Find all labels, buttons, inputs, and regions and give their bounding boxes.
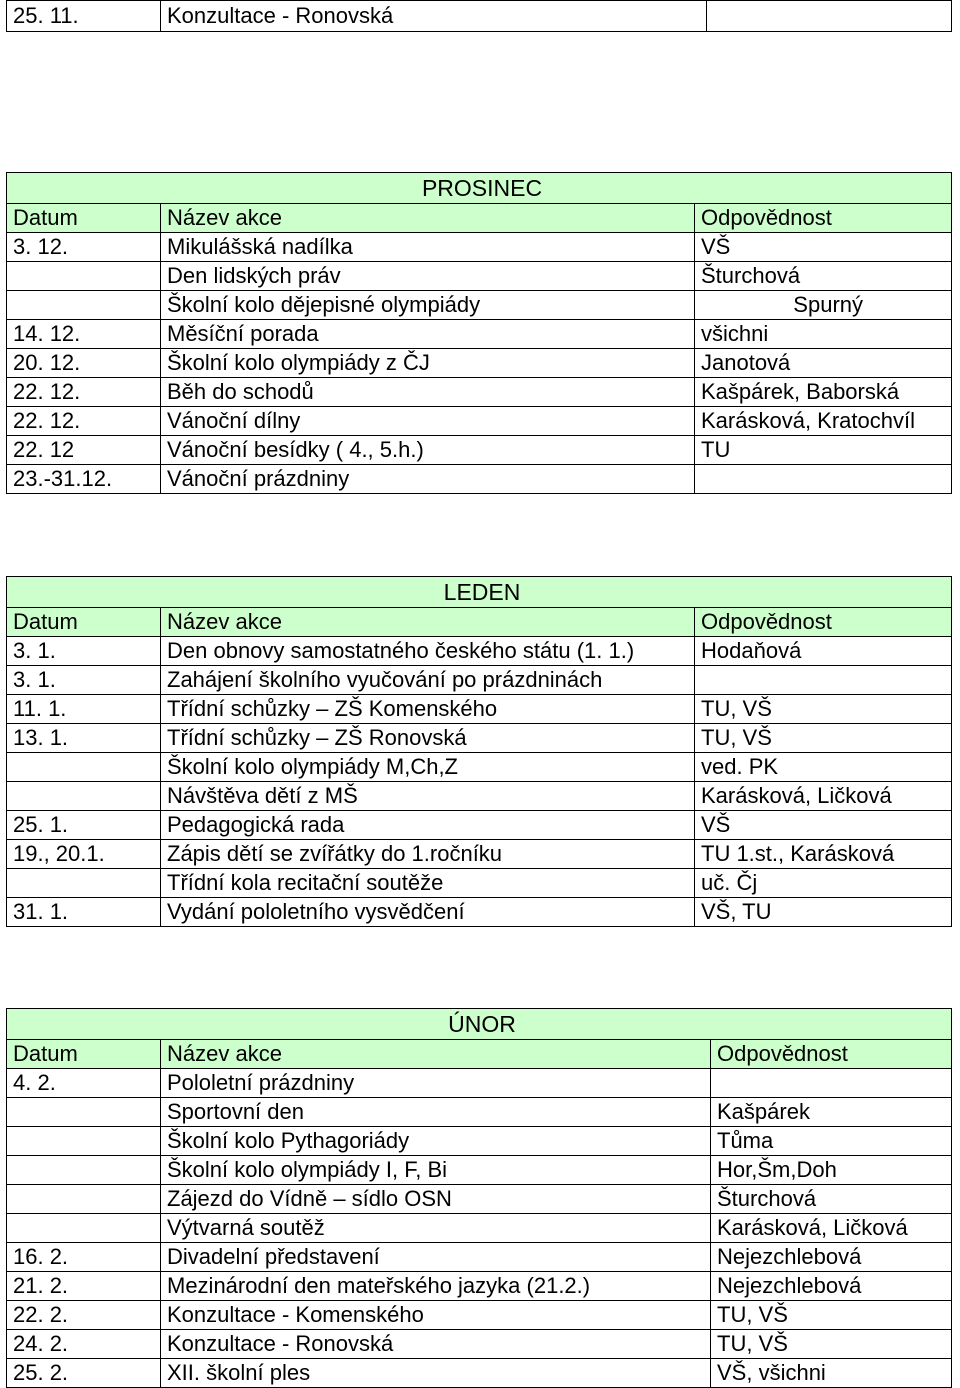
cell-nazev: Vánoční dílny: [161, 407, 695, 436]
header-datum: Datum: [7, 1040, 161, 1069]
cell-odpovednost: VŠ: [695, 233, 952, 262]
cell-datum: 25. 2.: [7, 1359, 161, 1388]
table-row: [7, 666, 952, 695]
table-row: [7, 637, 952, 666]
cell-datum: 20. 12.: [7, 349, 161, 378]
header-nazev: Název akce: [161, 1040, 711, 1069]
cell-nazev: Měsíční porada: [161, 320, 695, 349]
cell-nazev: Zájezd do Vídně – sídlo OSN: [161, 1185, 711, 1214]
cell-odpovednost: všichni: [695, 320, 952, 349]
cell-datum: 25. 1.: [7, 811, 161, 840]
cell-datum: 11. 1.: [7, 695, 161, 724]
cell-nazev: Konzultace - Komenského: [161, 1301, 711, 1330]
cell-odpovednost: TU, VŠ: [711, 1301, 952, 1330]
table-row: [7, 753, 952, 782]
cell-datum: 25. 11.: [7, 1, 161, 32]
cell-datum: 19., 20.1.: [7, 840, 161, 869]
cell-datum: 3. 1.: [7, 637, 161, 666]
cell-datum: [7, 1098, 161, 1127]
cell-nazev: Třídní kola recitační soutěže: [161, 869, 695, 898]
table-row: [7, 436, 952, 465]
cell-nazev: Školní kolo dějepisné olympiády: [161, 291, 695, 320]
table-row: [7, 1214, 952, 1243]
cell-nazev: Školní kolo olympiády M,Ch,Z: [161, 753, 695, 782]
header-row: [7, 204, 952, 233]
cell-nazev: Zápis dětí se zvířátky do 1.ročníku: [161, 840, 695, 869]
table-row: [7, 1156, 952, 1185]
cell-datum: 4. 2.: [7, 1069, 161, 1098]
table-row: [7, 1127, 952, 1156]
cell-odpovednost: Nejezchlebová: [711, 1243, 952, 1272]
table-row: [7, 1, 952, 32]
cell-nazev: Třídní schůzky – ZŠ Ronovská: [161, 724, 695, 753]
header-odpovednost: Odpovědnost: [711, 1040, 952, 1069]
table-row: [7, 1069, 952, 1098]
table-row: [7, 782, 952, 811]
cell-datum: 3. 1.: [7, 666, 161, 695]
cell-odpovednost: Nejezchlebová: [711, 1272, 952, 1301]
cell-nazev: Pololetní prázdniny: [161, 1069, 711, 1098]
cell-odpovednost: Spurný: [695, 291, 952, 320]
cell-odpovednost: VŠ, TU: [695, 898, 952, 927]
top-table: [6, 0, 952, 32]
cell-nazev: Návštěva dětí z MŠ: [161, 782, 695, 811]
table-row: [7, 1359, 952, 1388]
cell-datum: 14. 12.: [7, 320, 161, 349]
cell-odpovednost: Šturchová: [695, 262, 952, 291]
cell-datum: [7, 1127, 161, 1156]
cell-nazev: Divadelní představení: [161, 1243, 711, 1272]
cell-odpovednost: [695, 666, 952, 695]
table-row: [7, 378, 952, 407]
cell-datum: [7, 782, 161, 811]
cell-nazev: Sportovní den: [161, 1098, 711, 1127]
cell-datum: 22. 12: [7, 436, 161, 465]
header-row: [7, 1040, 952, 1069]
cell-datum: 3. 12.: [7, 233, 161, 262]
cell-datum: [7, 869, 161, 898]
cell-odpovednost: uč. Čj: [695, 869, 952, 898]
cell-nazev: Pedagogická rada: [161, 811, 695, 840]
table-row: [7, 465, 952, 494]
cell-nazev: Vánoční prázdniny: [161, 465, 695, 494]
header-datum: Datum: [7, 204, 161, 233]
table-row: [7, 291, 952, 320]
cell-odpovednost: Hor,Šm,Doh: [711, 1156, 952, 1185]
month-title-row: [7, 173, 952, 204]
cell-odpovednost: Hodaňová: [695, 637, 952, 666]
table-row: [7, 1301, 952, 1330]
table-row: [7, 349, 952, 378]
table-row: [7, 262, 952, 291]
cell-nazev: Den obnovy samostatného českého státu (1. 1.): [161, 637, 695, 666]
cell-odpovednost: Karásková, Ličková: [711, 1214, 952, 1243]
cell-nazev: Mezinárodní den mateřského jazyka (21.2.): [161, 1272, 711, 1301]
cell-odpovednost: Kašpárek: [711, 1098, 952, 1127]
cell-datum: [7, 1185, 161, 1214]
table-row: [7, 695, 952, 724]
cell-odpovednost: VŠ, všichni: [711, 1359, 952, 1388]
month-title: LEDEN: [7, 577, 952, 608]
header-odpovednost: Odpovědnost: [695, 204, 952, 233]
cell-datum: 22. 12.: [7, 378, 161, 407]
month-title: PROSINEC: [7, 173, 952, 204]
header-row: [7, 608, 952, 637]
table-row: [7, 869, 952, 898]
cell-odpovednost: TU 1.st., Karásková: [695, 840, 952, 869]
cell-datum: [7, 1156, 161, 1185]
cell-odpovednost: Karásková, Ličková: [695, 782, 952, 811]
month-title-row: [7, 1009, 952, 1040]
header-nazev: Název akce: [161, 204, 695, 233]
cell-odpovednost: [695, 465, 952, 494]
cell-nazev: Třídní schůzky – ZŠ Komenského: [161, 695, 695, 724]
unor-table: [6, 1008, 952, 1388]
cell-odpovednost: Janotová: [695, 349, 952, 378]
cell-datum: 23.-31.12.: [7, 465, 161, 494]
leden-table: [6, 576, 952, 927]
cell-odpovednost: Šturchová: [711, 1185, 952, 1214]
month-title-row: [7, 577, 952, 608]
cell-nazev: Konzultace - Ronovská: [161, 1, 707, 32]
cell-datum: 22. 2.: [7, 1301, 161, 1330]
cell-nazev: Výtvarná soutěž: [161, 1214, 711, 1243]
cell-odpovednost: TU, VŠ: [711, 1330, 952, 1359]
cell-datum: 31. 1.: [7, 898, 161, 927]
cell-datum: 16. 2.: [7, 1243, 161, 1272]
table-row: [7, 724, 952, 753]
table-row: [7, 1272, 952, 1301]
table-row: [7, 233, 952, 262]
cell-nazev: Den lidských práv: [161, 262, 695, 291]
cell-nazev: Vydání pololetního vysvědčení: [161, 898, 695, 927]
table-row: [7, 1098, 952, 1127]
table-row: [7, 1243, 952, 1272]
cell-odpovednost: Kašpárek, Baborská: [695, 378, 952, 407]
cell-nazev: Běh do schodů: [161, 378, 695, 407]
cell-nazev: Vánoční besídky ( 4., 5.h.): [161, 436, 695, 465]
cell-datum: [7, 262, 161, 291]
cell-datum: 24. 2.: [7, 1330, 161, 1359]
cell-datum: [7, 753, 161, 782]
table-row: [7, 1330, 952, 1359]
table-row: [7, 320, 952, 349]
cell-odpovednost: TU: [695, 436, 952, 465]
prosinec-table: [6, 172, 952, 494]
cell-odpovednost: [711, 1069, 952, 1098]
cell-nazev: Konzultace - Ronovská: [161, 1330, 711, 1359]
header-nazev: Název akce: [161, 608, 695, 637]
cell-datum: 21. 2.: [7, 1272, 161, 1301]
cell-datum: [7, 1214, 161, 1243]
table-row: [7, 407, 952, 436]
cell-odpovednost: TU, VŠ: [695, 695, 952, 724]
cell-nazev: XII. školní ples: [161, 1359, 711, 1388]
cell-nazev: Mikulášská nadílka: [161, 233, 695, 262]
cell-datum: [7, 291, 161, 320]
cell-odpovednost: Karásková, Kratochvíl: [695, 407, 952, 436]
header-odpovednost: Odpovědnost: [695, 608, 952, 637]
month-title: ÚNOR: [7, 1009, 952, 1040]
header-datum: Datum: [7, 608, 161, 637]
cell-odpovednost: VŠ: [695, 811, 952, 840]
cell-datum: 13. 1.: [7, 724, 161, 753]
table-row: [7, 898, 952, 927]
cell-odpovednost: [707, 1, 952, 32]
cell-odpovednost: TU, VŠ: [695, 724, 952, 753]
cell-datum: 22. 12.: [7, 407, 161, 436]
cell-nazev: Školní kolo Pythagoriády: [161, 1127, 711, 1156]
cell-nazev: Školní kolo olympiády I, F, Bi: [161, 1156, 711, 1185]
table-row: [7, 1185, 952, 1214]
cell-nazev: Školní kolo olympiády z ČJ: [161, 349, 695, 378]
table-row: [7, 811, 952, 840]
table-row: [7, 840, 952, 869]
cell-odpovednost: Tůma: [711, 1127, 952, 1156]
cell-nazev: Zahájení školního vyučování po prázdninách: [161, 666, 695, 695]
cell-odpovednost: ved. PK: [695, 753, 952, 782]
